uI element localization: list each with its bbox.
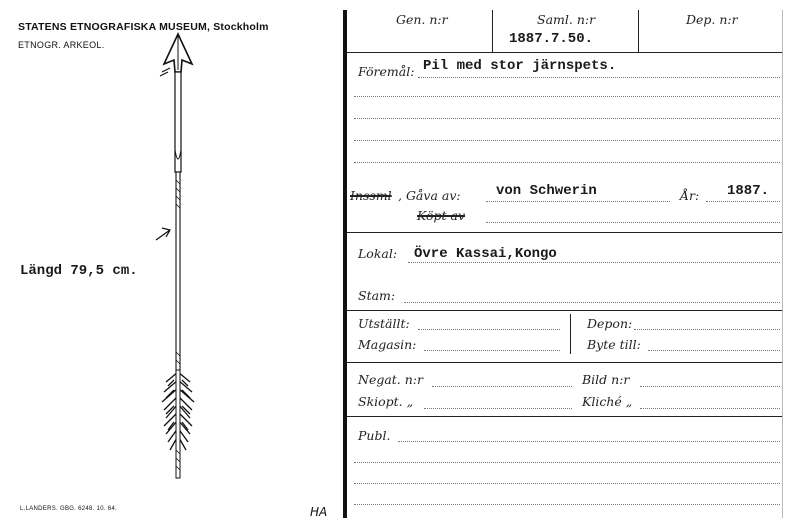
utstallt-line [418, 329, 560, 330]
ar-line [706, 201, 780, 202]
printer-mark: L.LANDERS. GBG. 6248. 10. 64. [20, 506, 118, 512]
length-note: Längd 79,5 cm. [20, 263, 138, 279]
stam-line [404, 302, 780, 303]
rule-after-magasin [347, 362, 782, 363]
publ-line-3 [354, 483, 780, 484]
negat-label: Negat. n:r [358, 372, 423, 387]
museum-name: STATENS ETNOGRAFISKA MUSEUM, Stockholm [18, 21, 269, 33]
gava-av-value: von Schwerin [496, 183, 597, 199]
rule-after-kliche [347, 416, 782, 417]
utstallt-label: Utställt: [358, 316, 410, 331]
saml-nr-label: Saml. n:r [537, 12, 596, 27]
magasin-line [424, 350, 560, 351]
stam-label: Stam: [358, 288, 396, 303]
publ-label: Publ. [358, 428, 391, 443]
utstallt-divider [570, 314, 571, 354]
byte-till-label: Byte till: [587, 337, 641, 352]
foremal-line-3 [354, 118, 780, 119]
card-right-edge [782, 10, 783, 518]
foremal-label: Föremål: [358, 64, 415, 79]
rule-after-stam [347, 310, 782, 311]
header-divider-2 [638, 10, 639, 52]
dep-nr-label: Dep. n:r [686, 12, 738, 27]
foremal-line-4 [354, 140, 780, 141]
publ-line-4 [354, 504, 780, 505]
foremal-value: Pil med stor järnspets. [423, 58, 617, 74]
magasin-label: Magasin: [358, 337, 417, 352]
department-label: ETNOGR. ARKEOL. [18, 40, 105, 50]
inssml-struck-label: Inssml [350, 188, 392, 203]
card-left-border [343, 10, 347, 518]
skiopt-line [424, 408, 572, 409]
ar-label: År: [680, 188, 700, 203]
header-rule [347, 52, 782, 53]
negat-line [432, 386, 572, 387]
kopt-line [486, 222, 780, 223]
kopt-av-struck-label: Köpt av [417, 208, 466, 223]
lokal-line [408, 262, 780, 263]
skiopt-label: Skiopt. „ [358, 394, 414, 409]
foremal-line-1 [418, 77, 780, 78]
rule-after-acq [347, 232, 782, 233]
gen-nr-label: Gen. n:r [396, 12, 448, 27]
lokal-label: Lokal: [358, 246, 398, 261]
header-divider-1 [492, 10, 493, 52]
lokal-value: Övre Kassai,Kongo [414, 246, 557, 262]
byte-till-line [648, 350, 780, 351]
depon-line [634, 329, 780, 330]
publ-line-2 [354, 462, 780, 463]
ar-value: 1887. [727, 183, 770, 199]
publ-line-1 [398, 441, 780, 442]
bild-line [640, 386, 780, 387]
bild-label: Bild n:r [582, 372, 630, 387]
kliche-line [640, 408, 780, 409]
kliche-label: Kliché „ [582, 394, 633, 409]
gava-line [486, 201, 670, 202]
depon-label: Depon: [587, 316, 633, 331]
gava-av-label: , Gåva av: [398, 188, 461, 203]
handwritten-initials: HA [310, 505, 328, 519]
foremal-line-2 [354, 96, 780, 97]
arrow-drawing [148, 30, 208, 510]
foremal-line-5 [354, 162, 780, 163]
saml-nr-value: 1887.7.50. [509, 31, 594, 47]
